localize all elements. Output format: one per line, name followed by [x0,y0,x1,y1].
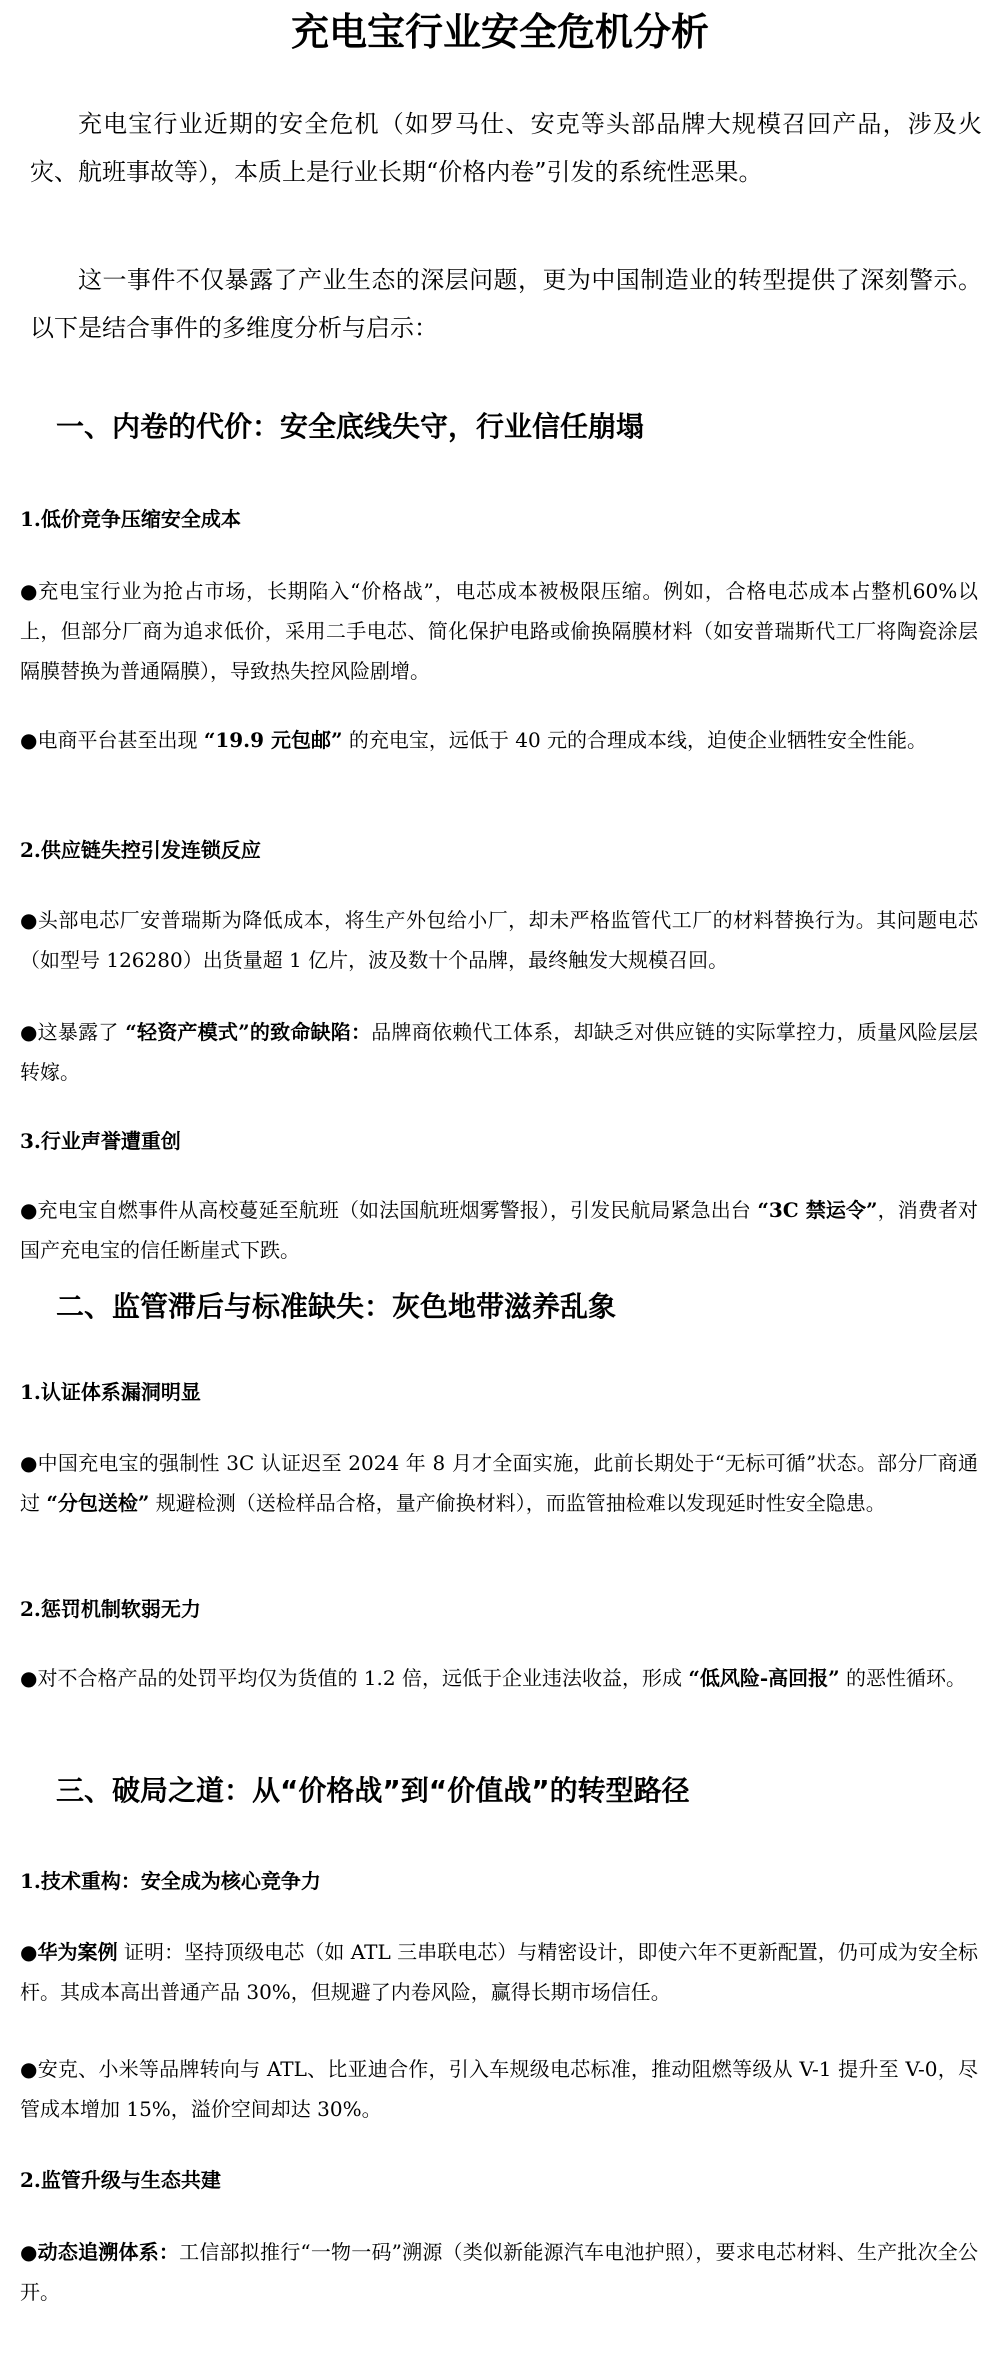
section-heading: 三、破局之道：从“价格战”到“价值战”的转型路径 [56,1774,690,1807]
emphasis-text: ●动态追溯体系： [20,2240,180,2264]
subsection-title: 1.低价竞争压缩安全成本 [20,507,241,531]
bullet-paragraph: ●华为案例 证明：坚持顶级电芯（如 ATL 三串联电芯）与精密设计，即使六年不更新配置，仍可成为安全标杆。其成本高出普通产品 30%，但规避了内卷风险，赢得长期市场信任。 [20,1940,979,2004]
emphasis-text: “低风险-高回报” [688,1666,840,1690]
subsection-title: 3.行业声誉遭重创 [20,1129,181,1153]
page-title: 充电宝行业安全危机分析 [290,10,709,54]
emphasis-text: “轻资产模式”的致命缺陷： [125,1020,372,1044]
subsection-title: 1.技术重构：安全成为核心竞争力 [20,1869,321,1893]
bullet-paragraph: ●中国充电宝的强制性 3C 认证迟至 2024 年 8 月才全面实施，此前长期处于“无标可循”状态。部分厂商通过 “分包送检” 规避检测（送检样品合格，量产偷换材料），而监管抽检难以发现延时性安全隐患。 [20,1451,978,1515]
emphasis-text: “3C 禁运令” [757,1198,878,1222]
bullet-paragraph: ●对不合格产品的处罚平均仅为货值的 1.2 倍，远低于企业违法收益，形成 “低风险-高回报” 的恶性循环。 [20,1666,967,1690]
bullet-paragraph: ●充电宝行业为抢占市场，长期陷入“价格战”，电芯成本被极限压缩。例如，合格电芯成本占整机60%以上，但部分厂商为追求低价，采用二手电芯、简化保护电路或偷换隔膜材料（如安普瑞斯代工厂将陶瓷涂层隔膜替换为普通隔膜），导致热失控风险剧增。 [20,579,978,683]
subsection-title: 2.监管升级与生态共建 [20,2168,221,2192]
section-heading: 二、监管滞后与标准缺失：灰色地带滋养乱象 [56,1290,617,1323]
bullet-paragraph: ●电商平台甚至出现 “19.9 元包邮” 的充电宝，远低于 40 元的合理成本线，迫使企业牺牲安全性能。 [20,728,928,752]
subsection-title: 2.供应链失控引发连锁反应 [20,838,261,862]
section-heading: 一、内卷的代价：安全底线失守，行业信任崩塌 [56,410,645,443]
emphasis-text: “19.9 元包邮” [203,728,343,752]
subsection-title: 1.认证体系漏洞明显 [20,1380,201,1404]
bullet-paragraph: ●安克、小米等品牌转向与 ATL、比亚迪合作，引入车规级电芯标准，推动阻燃等级从 V-1 提升至 V-0，尽管成本增加 15%，溢价空间却达 30%。 [20,2057,978,2121]
intro-paragraph: 这一事件不仅暴露了产业生态的深层问题，更为中国制造业的转型提供了深刻警示。以下是结合事件的多维度分析与启示： [30,266,982,342]
intro-paragraph: 充电宝行业近期的安全危机（如罗马仕、安克等头部品牌大规模召回产品，涉及火灾、航班事故等），本质上是行业长期“价格内卷”引发的系统性恶果。 [30,110,982,186]
emphasis-text: ●华为案例 [20,1940,118,1964]
subsection-title: 2.惩罚机制软弱无力 [20,1597,201,1621]
bullet-paragraph: ●头部电芯厂安普瑞斯为降低成本，将生产外包给小厂，却未严格监管代工厂的材料替换行为。其问题电芯（如型号 126280）出货量超 1 亿片，波及数十个品牌，最终触发大规模召回。 [20,908,978,972]
bullet-paragraph: ●动态追溯体系：工信部拟推行“一物一码”溯源（类似新能源汽车电池护照），要求电芯材料、生产批次全公开。 [20,2240,979,2304]
bullet-paragraph: ●充电宝自燃事件从高校蔓延至航班（如法国航班烟雾警报），引发民航局紧急出台 “3C 禁运令”，消费者对国产充电宝的信任断崖式下跌。 [20,1198,979,1262]
bullet-paragraph: ●这暴露了 “轻资产模式”的致命缺陷：品牌商依赖代工体系，却缺乏对供应链的实际掌控力，质量风险层层转嫁。 [20,1020,979,1084]
emphasis-text: “分包送检” [46,1491,150,1515]
